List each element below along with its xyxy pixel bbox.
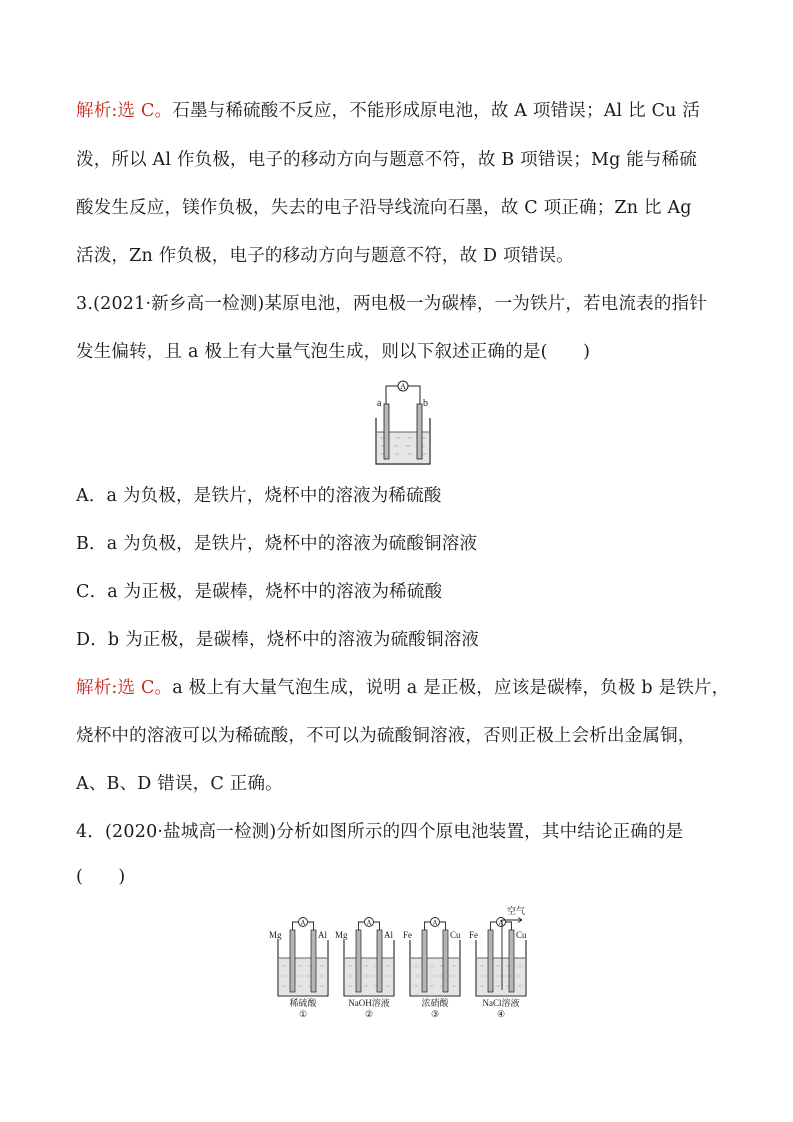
- q3-electrode-b-label: b: [423, 398, 428, 409]
- q4-cell-1-right-electrode: Al: [318, 930, 327, 940]
- q4-cell-2-left-electrode: Mg: [335, 930, 348, 940]
- q4-cell-1-left-electrode: Mg: [269, 930, 282, 940]
- q4-cell-4-solution: NaCl溶液: [482, 998, 520, 1008]
- q3-cell-figure: [368, 380, 438, 468]
- q2-analysis-line-2: 泼，所以 Al 作负极，电子的移动方向与题意不符，故 B 项错误；Mg 能与稀硫: [76, 150, 698, 170]
- q4-cell-3-left-electrode: Fe: [403, 930, 412, 940]
- q3-ammeter-label: A: [400, 382, 406, 391]
- q2-analysis-label: 解析:选 C。: [76, 101, 173, 121]
- q4-cell-4: [469, 905, 527, 1019]
- q4-air-label: 空气: [507, 906, 526, 916]
- q3-analysis-label: 解析:选 C。: [76, 678, 173, 698]
- q3-option-a: A．a 为负极，是铁片，烧杯中的溶液为稀硫酸: [76, 486, 442, 506]
- q4-cell-3: [403, 918, 461, 1020]
- q3-electrode-a-label: a: [377, 398, 382, 409]
- q4-cell-2-right-electrode: Al: [384, 930, 393, 940]
- q4-cell-2-number: ②: [364, 1009, 374, 1019]
- q4-cell-3-right-electrode: Cu: [450, 930, 461, 940]
- q4-cell-4-ammeter: A: [498, 919, 504, 927]
- q4-cell-3-solution: 浓硝酸: [421, 998, 449, 1008]
- q3-option-c: C．a 为正极，是碳棒，烧杯中的溶液为稀硫酸: [76, 582, 443, 602]
- q4-cell-4-right-electrode: Cu: [516, 930, 527, 940]
- q4-cell-4-left-electrode: Fe: [469, 930, 478, 940]
- q4-cells-figure: [262, 902, 532, 1020]
- q4-cell-1: [269, 918, 328, 1020]
- q4-stem-line-1: 4．(2020·盐城高一检测)分析如图所示的四个原电池装置，其中结论正确的是: [76, 822, 684, 842]
- q3-stem-line-1: 3.(2021·新乡高一检测)某原电池，两电极一为碳棒，一为铁片，若电流表的指针: [76, 294, 707, 314]
- q4-cell-1-number: ①: [298, 1009, 308, 1019]
- q4-cell-3-number: ③: [430, 1009, 440, 1019]
- q4-cell-4-number: ④: [496, 1009, 506, 1019]
- q4-cell-1-ammeter: A: [300, 919, 306, 927]
- q3-option-d: D．b 为正极，是碳棒，烧杯中的溶液为硫酸铜溶液: [76, 630, 480, 650]
- q3-analysis-line-2: 烧杯中的溶液可以为稀硫酸，不可以为硫酸铜溶液，否则正极上会析出金属铜，: [76, 726, 696, 746]
- q4-cell-1-solution: 稀硫酸: [289, 998, 317, 1008]
- q3-stem-line-2: 发生偏转，且 a 极上有大量气泡生成，则以下叙述正确的是( ): [76, 342, 591, 362]
- q3-analysis-line-3: A、B、D 错误，C 正确。: [76, 774, 283, 794]
- q2-analysis-line-4: 活泼，Zn 作负极，电子的移动方向与题意不符，故 D 项错误。: [76, 246, 574, 266]
- q2-analysis-line-1: 解析:选 C。石墨与稀硫酸不反应，不能形成原电池，故 A 项错误；Al 比 Cu 活: [76, 101, 701, 121]
- q3-option-b: B．a 为负极，是铁片，烧杯中的溶液为硫酸铜溶液: [76, 534, 478, 554]
- q4-cell-2: [335, 918, 394, 1020]
- q4-cell-2-ammeter: A: [366, 919, 372, 927]
- q4-stem-line-2: ( ): [76, 867, 126, 887]
- q2-analysis-line-3: 酸发生反应，镁作负极，失去的电子沿导线流向石墨，故 C 项正确；Zn 比 Ag: [76, 198, 692, 218]
- q3-analysis-line-1: 解析:选 C。a 极上有大量气泡生成，说明 a 是正极，应该是碳棒，负极 b 是铁片，: [76, 678, 730, 698]
- q4-cell-2-solution: NaOH溶液: [348, 998, 390, 1008]
- q4-cell-3-ammeter: A: [432, 919, 438, 927]
